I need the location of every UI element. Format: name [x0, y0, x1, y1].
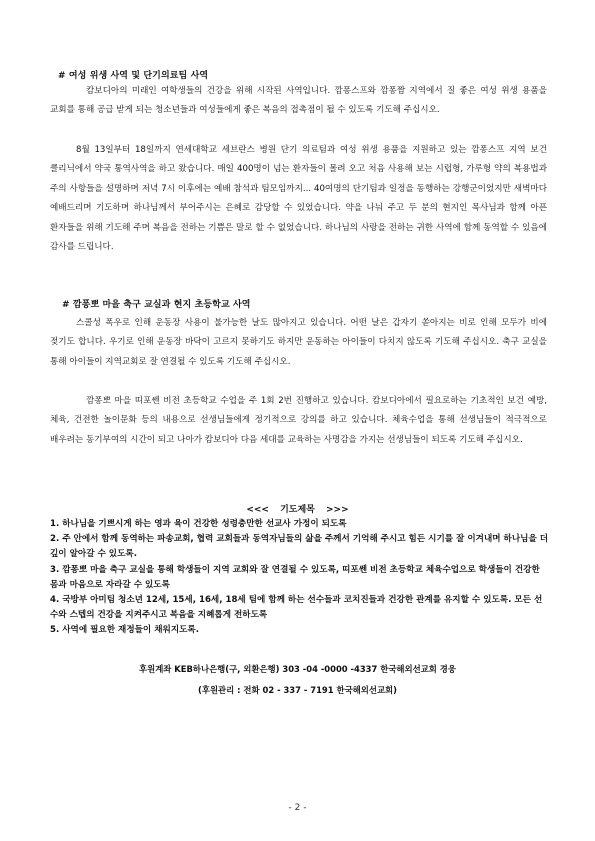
page-number: - 2 -	[288, 803, 307, 813]
paragraph-medical-team: 8월 13일부터 18일까지 연세대학교 세브란스 병원 단기 의료팀과 여성 위생 용품을 지원하고 있는 깜퐁스프 지역 보건 클리닉에서 약국 통역사역을 하고 왔습니다. 매일 400명이 넘는 환자들이 몰려 오고 처음 사용해 보는 시럽형, 가루형 약의 복용법과 주의 사항들을 설명하며 저녁 7시 이후에는 예배 참석과 팀모임까지... 40여명의 단기팀과 일정을 동행하는 강행군이었지만 새벽마다 예배드리며 기도하며 하나님께서 부어주시는 은혜로 감당할 수 있었습니다. 약을 나눠 주고 두 분의 현지인 목사님과 함께 아픈 환자들을 위해 기도해 주며 복음을 전하는 기쁨은 말로 할 수 없었습니다. 하나님의 사랑을 전하는 귀한 사역에 함께 동역할 수 있음에 감사를 드립니다.	[50, 145, 547, 253]
prayer-item: 2. 주 안에서 함께 동역하는 파송교회, 협력 교회들과 동역자님들의 삶을 주께서 기억해 주시고 힘든 시기를 잘 이겨내며 하나님을 더 깊이 알아갈 수 있도록.	[50, 534, 549, 560]
prayer-item: 1. 하나님을 기쁘시게 하는 영과 육이 건강한 성령충만한 선교사 가정이 되도록	[50, 519, 347, 529]
paragraph-football-class: 스콜성 폭우로 인해 운동장 사용이 불가능한 날도 많아지고 있습니다. 어떤 날은 갑자기 쏟아지는 비로 인해 모두가 비에 젖기도 합니다. 우기로 인해 운동장 바닥이 고르지 못하기도 하지만 운동하는 아이들이 다치지 않도록 기도해 주십시오. 축구 교실을 통해 아이들이 지역교회로 잘 연결될 수 있도록 기도해 주십시오.	[50, 318, 547, 367]
prayer-item: 4. 국방부 아미팀 청소년 12세, 15세, 16세, 18세 팀에 함께 하는 선수들과 코치진들과 건강한 관계를 유지할 수 있도록. 모든 선수와 스텝의 건강을 지켜주시고 복음을 지혜롭게 전하도록	[50, 595, 543, 621]
donation-contact: (후원관리 : 전화 02 - 337 - 7191 한국해외선교회)	[198, 685, 397, 695]
prayer-list	[50, 517, 550, 639]
section-heading-football: # 깜퐁뽀 마을 축구 교실과 현지 초등학교 사역	[62, 300, 251, 310]
section-heading-hygiene: # 여성 위생 사역 및 단기의료팀 사역	[58, 71, 209, 81]
prayer-title: <<< 기도제목 >>>	[246, 505, 349, 515]
prayer-item: 3. 깜퐁뽀 마을 축구 교실을 통해 학생들이 지역 교회와 잘 연결될 수 있도록, 띠포쎈 비전 초등학교 체육수업으로 학생들이 건강한 몸과 마음으로 자라갈 수 있도록	[50, 564, 540, 590]
paragraph-hygiene-intro: 캄보디아의 미래인 여학생들의 건강을 위해 시작된 사역입니다. 깜퐁스프와 깜퐁짬 지역에서 질 좋은 여성 위생 용품을 교회를 통해 공급 받게 되는 청소년들과 여성들에게 좋은 복음의 접촉점이 될 수 있도록 기도해 주십시오.	[50, 86, 547, 116]
prayer-item: 5. 사역에 필요한 재정들이 채워지도록.	[50, 625, 200, 636]
donation-account: 후원계좌 KEB하나은행(구, 외환은행) 303 -04 -0000 -4337 한국해외선교회 경웅	[139, 664, 456, 674]
paragraph-school-ministry: 깜퐁뽀 마을 띠포쎈 비전 초등학교 수업을 주 1회 2번 진행하고 있습니다. 캄보디아에서 필요로하는 기초적인 보건 예방, 체육, 건전한 놀이문화 등의 내용으로 선생님들에게 정기적으로 강의를 하고 있습니다. 체육수업을 통해 선생님들이 적극적으로 배우려는 동기부여의 시간이 되고 나아가 캄보디아 다음 세대를 교육하는 사명감을 가지는 선생님들이 되도록 기도해 주십시오.	[50, 396, 547, 445]
